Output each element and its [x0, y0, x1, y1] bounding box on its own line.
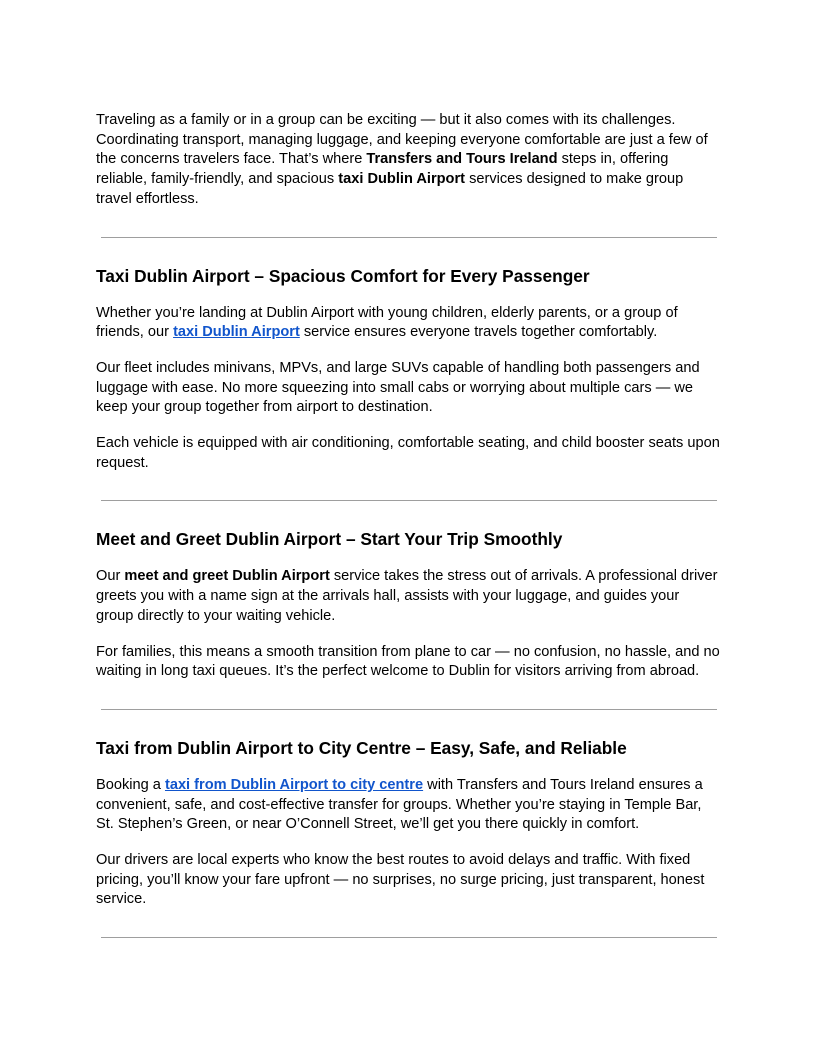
divider-4	[101, 937, 717, 938]
section3-paragraph-1	[96, 776, 720, 835]
section3-p1-text-b: with Transfers and Tours Ireland ensures a convenient, safe, and cost-effective transfer for groups. Whether you’re staying in Temple Bar, St. Stephen’s Green, or near O’Connell Street, we’ll get you there quickly in comfort.	[96, 776, 703, 833]
section2-p1-text-a: Our	[96, 568, 125, 585]
section1-p1-text-a: Whether you’re landing at Dublin Airport with young children, elderly parents, or a group of friends, our	[96, 304, 678, 341]
intro-text-1: Traveling as a family or in a group can be exciting — but it also comes with its challenges. Coordinating transport, managing luggage, and keeping everyone comfortable are just a few of the concerns travelers face. That’s where	[96, 112, 708, 168]
section2-p1-bold: meet and greet Dublin Airport	[124, 568, 330, 585]
intro-text-2: steps in, offering reliable, family-friendly, and spacious	[96, 151, 669, 188]
intro-paragraph	[96, 111, 720, 210]
section1-paragraph-1	[96, 304, 720, 343]
section1-paragraph-2: Our fleet includes minivans, MPVs, and large SUVs capable of handling both passengers and luggage with ease. No more squeezing into small cabs or worrying about multiple cars — we keep your group together from airport to destination.	[96, 359, 700, 416]
section3-heading: Taxi from Dublin Airport to City Centre – Easy, Safe, and Reliable	[96, 737, 627, 758]
section3-p1-text-a: Booking a	[96, 776, 165, 793]
document-page	[96, 111, 720, 938]
divider-3	[101, 709, 717, 710]
intro-bold-service: taxi Dublin Airport	[338, 171, 466, 188]
taxi-dublin-airport-link[interactable]: taxi Dublin Airport	[173, 324, 300, 341]
section2-paragraph-1	[96, 567, 720, 626]
taxi-city-centre-link[interactable]: taxi from Dublin Airport to city centre	[164, 776, 424, 793]
divider-1	[101, 237, 717, 238]
section2-p1-text-b: service takes the stress out of arrivals. A professional driver greets you with a name sign at the arrivals hall, assists with your luggage, and guides your group directly to your waiting vehicle.	[96, 568, 718, 624]
intro-bold-company: Transfers and Tours Ireland	[366, 151, 558, 168]
divider-2	[101, 500, 717, 501]
section1-p1-text-b: service ensures everyone travels together comfortably.	[299, 324, 658, 341]
section2-paragraph-2: For families, this means a smooth transition from plane to car — no confusion, no hassle, and no waiting in long taxi queues. It’s the perfect welcome to Dublin for visitors arriving from abroad.	[96, 643, 720, 680]
section1-paragraph-3: Each vehicle is equipped with air conditioning, comfortable seating, and child booster seats upon request.	[96, 435, 720, 471]
section3-paragraph-2: Our drivers are local experts who know the best routes to avoid delays and traffic. With fixed pricing, you’ll know your fare upfront — no surprises, no surge pricing, just transparent, honest service.	[96, 852, 705, 908]
section1-heading: Taxi Dublin Airport – Spacious Comfort for Every Passenger	[96, 265, 590, 286]
section2-heading: Meet and Greet Dublin Airport – Start Your Trip Smoothly	[96, 529, 563, 550]
intro-text-3: services designed to make group travel effortless.	[96, 171, 684, 207]
